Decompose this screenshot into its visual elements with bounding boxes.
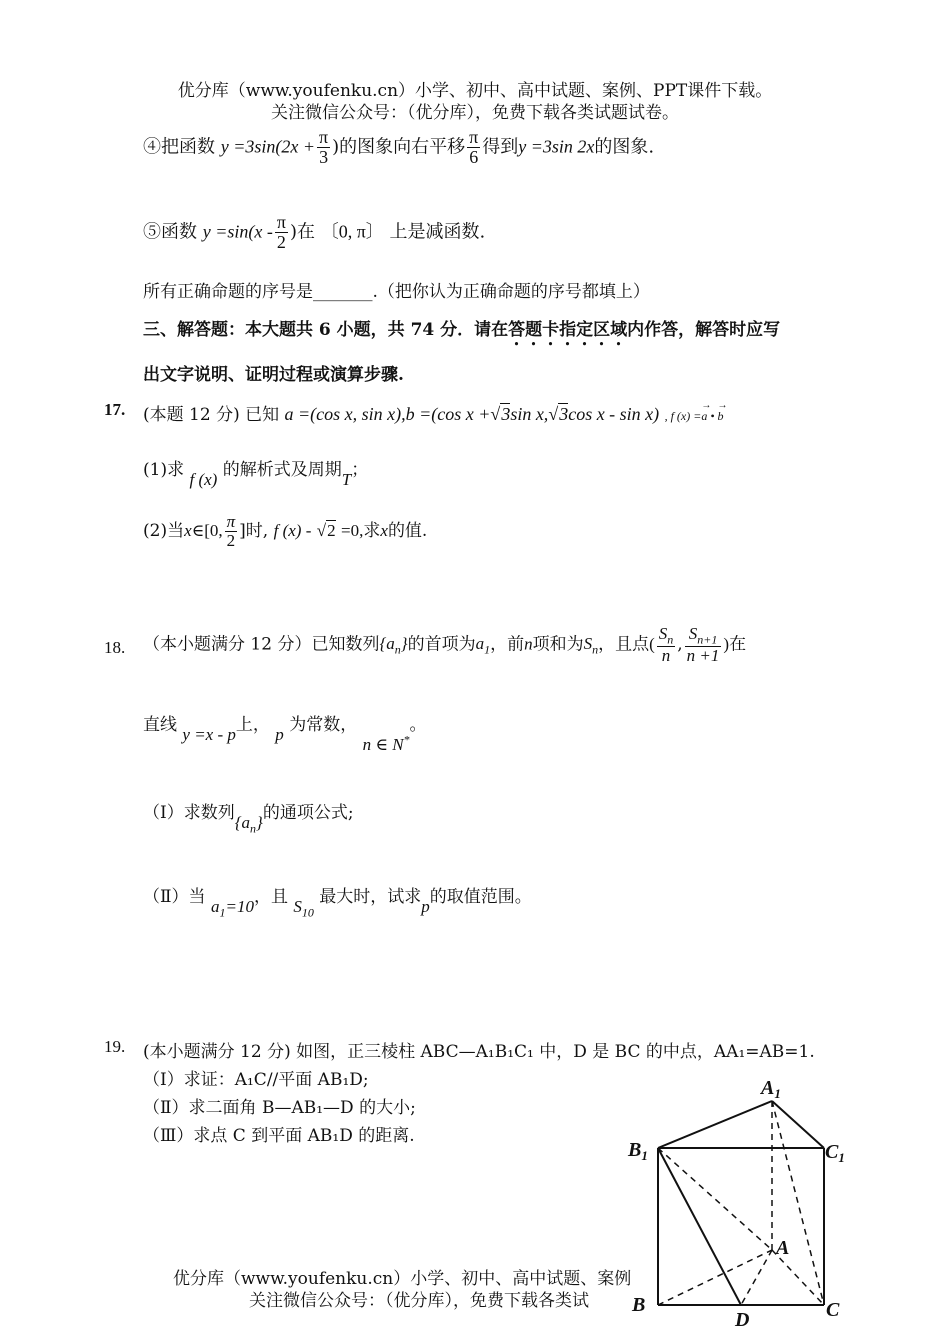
- q17-p2-sqrt: 2: [327, 520, 336, 540]
- q18-line2-end: 。: [409, 715, 427, 735]
- edge-AD: [741, 1250, 772, 1305]
- q17-p1-label: (1)求: [143, 460, 185, 480]
- edge-B1D: [658, 1148, 741, 1305]
- edge-BA: [658, 1250, 772, 1305]
- item-5-marker: ⑤: [143, 221, 161, 243]
- q18-part1: [143, 798, 354, 836]
- q18-frac-1: $\frac{S_n}{n}$: [658, 624, 674, 665]
- q18-p1-text: 的通项公式;: [262, 803, 354, 823]
- q18-t4: ，且点: [598, 634, 650, 655]
- prism-figure: [620, 1068, 860, 1330]
- q17-f-def: , f (x) =→ a • → b: [665, 409, 724, 423]
- q18-seq: $\{a_n\}$: [379, 634, 408, 657]
- q18-head: （本小题满分 12 分）已知数列: [143, 634, 380, 655]
- item-5-interval: 〔0, π〕: [320, 221, 384, 242]
- q18-p1-seq: $\{a_n\}$: [234, 813, 263, 836]
- q18-part2: [143, 882, 532, 920]
- q17-number: 17.: [104, 400, 126, 419]
- section-3-line1: [143, 315, 780, 350]
- item-4-frac-pi-3: $\frac{\pi}{3}$: [319, 127, 329, 167]
- q18-t3: 项和为: [532, 634, 584, 655]
- footer-line2: 关注微信公众号：（优分库），免费下载各类试: [249, 1291, 589, 1311]
- q18-frac-2: $\frac{S_{n+1}}{n +1}$: [686, 624, 720, 665]
- q19-head: (本小题满分 12 分) 如图，正三棱柱 ABC—A₁B₁C₁ 中，D 是 BC 的中点，AA₁=AB=1.: [143, 1042, 815, 1062]
- q18-p1-label: （Ⅰ）求数列: [143, 803, 235, 823]
- q18-line2-p: p: [275, 725, 284, 744]
- q18-p2-p: p: [421, 897, 430, 916]
- item-4-lead: 把函数: [161, 136, 215, 158]
- item-5-lead: 函数: [161, 221, 197, 243]
- footer-line1: 优分库（www.youfenku.cn）小学、初中、高中试题、案例: [173, 1269, 632, 1289]
- item-4: [143, 128, 654, 167]
- q17-p2-x: x: [184, 520, 192, 540]
- fill-question: [143, 277, 650, 302]
- item-4-frac-pi-6: $\frac{\pi}{6}$: [469, 127, 479, 167]
- q18-line2-b: 上，: [235, 715, 270, 735]
- q19-part2: （Ⅱ）求二面角 B—AB₁—D 的大小;: [143, 1098, 416, 1118]
- label-C1: $C_1$: [825, 1141, 845, 1165]
- item-4-formula-1: y =3sin(2x +: [220, 136, 316, 157]
- edge-A1C1: [772, 1101, 824, 1148]
- q19-part1: （Ⅰ）求证：A₁C//平面 AB₁D;: [143, 1070, 369, 1090]
- item-5-tail: 上是减函数.: [389, 221, 486, 243]
- q17-p1-T: T: [341, 470, 352, 489]
- q17-p1-text: 的解析式及周期: [222, 460, 342, 480]
- item-4-formula-3: y =3sin 2x: [518, 136, 595, 157]
- q17-p2-text: 求: [363, 520, 381, 541]
- q18-head-line: （本小题满分 12 分）已知数列$\{a_n\}$的首项为$a_1$，前n项和为$S_n$，且点( $\frac{S_n}{n}$ , $\frac{S_{n+1}}{n +1}$ )在: [143, 624, 747, 665]
- edge-A1C: [772, 1101, 824, 1305]
- edge-B1A1: [658, 1101, 772, 1148]
- q17-part1: [143, 455, 369, 489]
- label-A: A: [776, 1237, 790, 1259]
- q19-part3: （Ⅲ）求点 C 到平面 AB₁D 的距离.: [143, 1126, 415, 1146]
- q18-p2-t1: ，且: [253, 887, 288, 907]
- q17-p2-in: ∈[0,: [191, 520, 223, 540]
- q18-p2-t2: 最大时，试求: [319, 887, 422, 907]
- fill-question-text: 所有正确命题的序号是: [143, 282, 313, 302]
- item-5-formula: y =sin(x -: [202, 221, 273, 242]
- item-4-tail: 的图象.: [594, 136, 655, 158]
- header-line1: 优分库（www.youfenku.cn）小学、初中、高中试题、案例、PPT课件下载。: [177, 81, 773, 101]
- label-D: D: [735, 1309, 750, 1330]
- section-3-line2: 出文字说明、证明过程或演算步骤.: [143, 365, 404, 385]
- item-4-marker: ④: [143, 136, 161, 158]
- q17-p2-end: 的值.: [387, 520, 428, 541]
- fill-question-tail: .（把你认为正确命题的序号都填上）: [372, 282, 650, 302]
- item-4-mid: )的图象向右平移: [332, 136, 466, 158]
- edge-B1A: [658, 1148, 772, 1250]
- q18-p2-a1: $a_1=10$: [210, 897, 254, 920]
- q18-Sn: $S_n$: [583, 634, 599, 657]
- label-C: C: [826, 1299, 840, 1321]
- section-3-text-a: 三、解答题：本大题共 6 小题，共 74 分．请在: [143, 320, 509, 340]
- q18-line2: [143, 710, 427, 754]
- q17-p1-fx: f (x): [189, 470, 218, 489]
- label-A1: $A_1$: [761, 1077, 781, 1101]
- q18-number: 18.: [104, 638, 126, 657]
- q18-t1: 的首项为: [407, 634, 476, 655]
- section-3-emphasis: 答题卡指定区域: [508, 320, 628, 340]
- section-3-text-b: 内作答，解答时应写: [627, 320, 781, 340]
- q18-n: n: [524, 634, 533, 654]
- q18-line2-eq: y =x - p: [182, 725, 236, 744]
- q18-a1: $a_1$: [475, 634, 491, 657]
- q18-line2-a: 直线: [143, 715, 177, 735]
- label-B1: $B_1$: [628, 1139, 648, 1163]
- q17-p2-label: (2)当: [143, 520, 185, 541]
- q17-part2: (2)当x∈[0, $\frac{\pi}{2}$ ]时, f (x) - √2 =0,求x的值.: [143, 512, 428, 550]
- fill-blank: _______: [313, 282, 373, 302]
- item-5: [143, 213, 485, 252]
- q18-t2: ，前: [490, 634, 525, 655]
- q18-t5: 在: [729, 634, 747, 655]
- q17-p2-eq1: f (x) -: [273, 520, 312, 540]
- item-5-frac-pi-2: $\frac{\pi}{2}$: [276, 212, 286, 252]
- q18-line2-n: n ∈ N*: [362, 732, 410, 754]
- item-5-mid: )在: [289, 221, 315, 243]
- q17-head-line: [143, 400, 724, 425]
- header-line2: 关注微信公众号：（优分库），免费下载各类试题试卷。: [271, 103, 679, 123]
- item-4-get: 得到: [482, 136, 519, 158]
- label-B: B: [632, 1294, 646, 1316]
- q17-p2-frac: $\frac{\pi}{2}$: [226, 512, 236, 550]
- q19-number: 19.: [104, 1037, 126, 1056]
- q18-p2-label: （Ⅱ）当: [143, 887, 206, 907]
- q17-p2-close: ]时,: [239, 520, 269, 541]
- q17-p1-end: ；: [351, 460, 369, 480]
- q17-head: (本题 12 分) 已知: [143, 405, 280, 425]
- q17-vector-def: a =(cos x, sin x),b =(cos x +√3sin x,√3cos x - sin x): [284, 404, 660, 424]
- q18-line2-c: 为常数，: [289, 715, 358, 735]
- q18-p2-t3: 的取值范围。: [429, 887, 532, 907]
- q17-p2-x2: x: [380, 520, 388, 540]
- q18-p2-S10: $S_{10}$: [293, 897, 314, 920]
- q17-p2-eq2: =0,: [341, 520, 364, 540]
